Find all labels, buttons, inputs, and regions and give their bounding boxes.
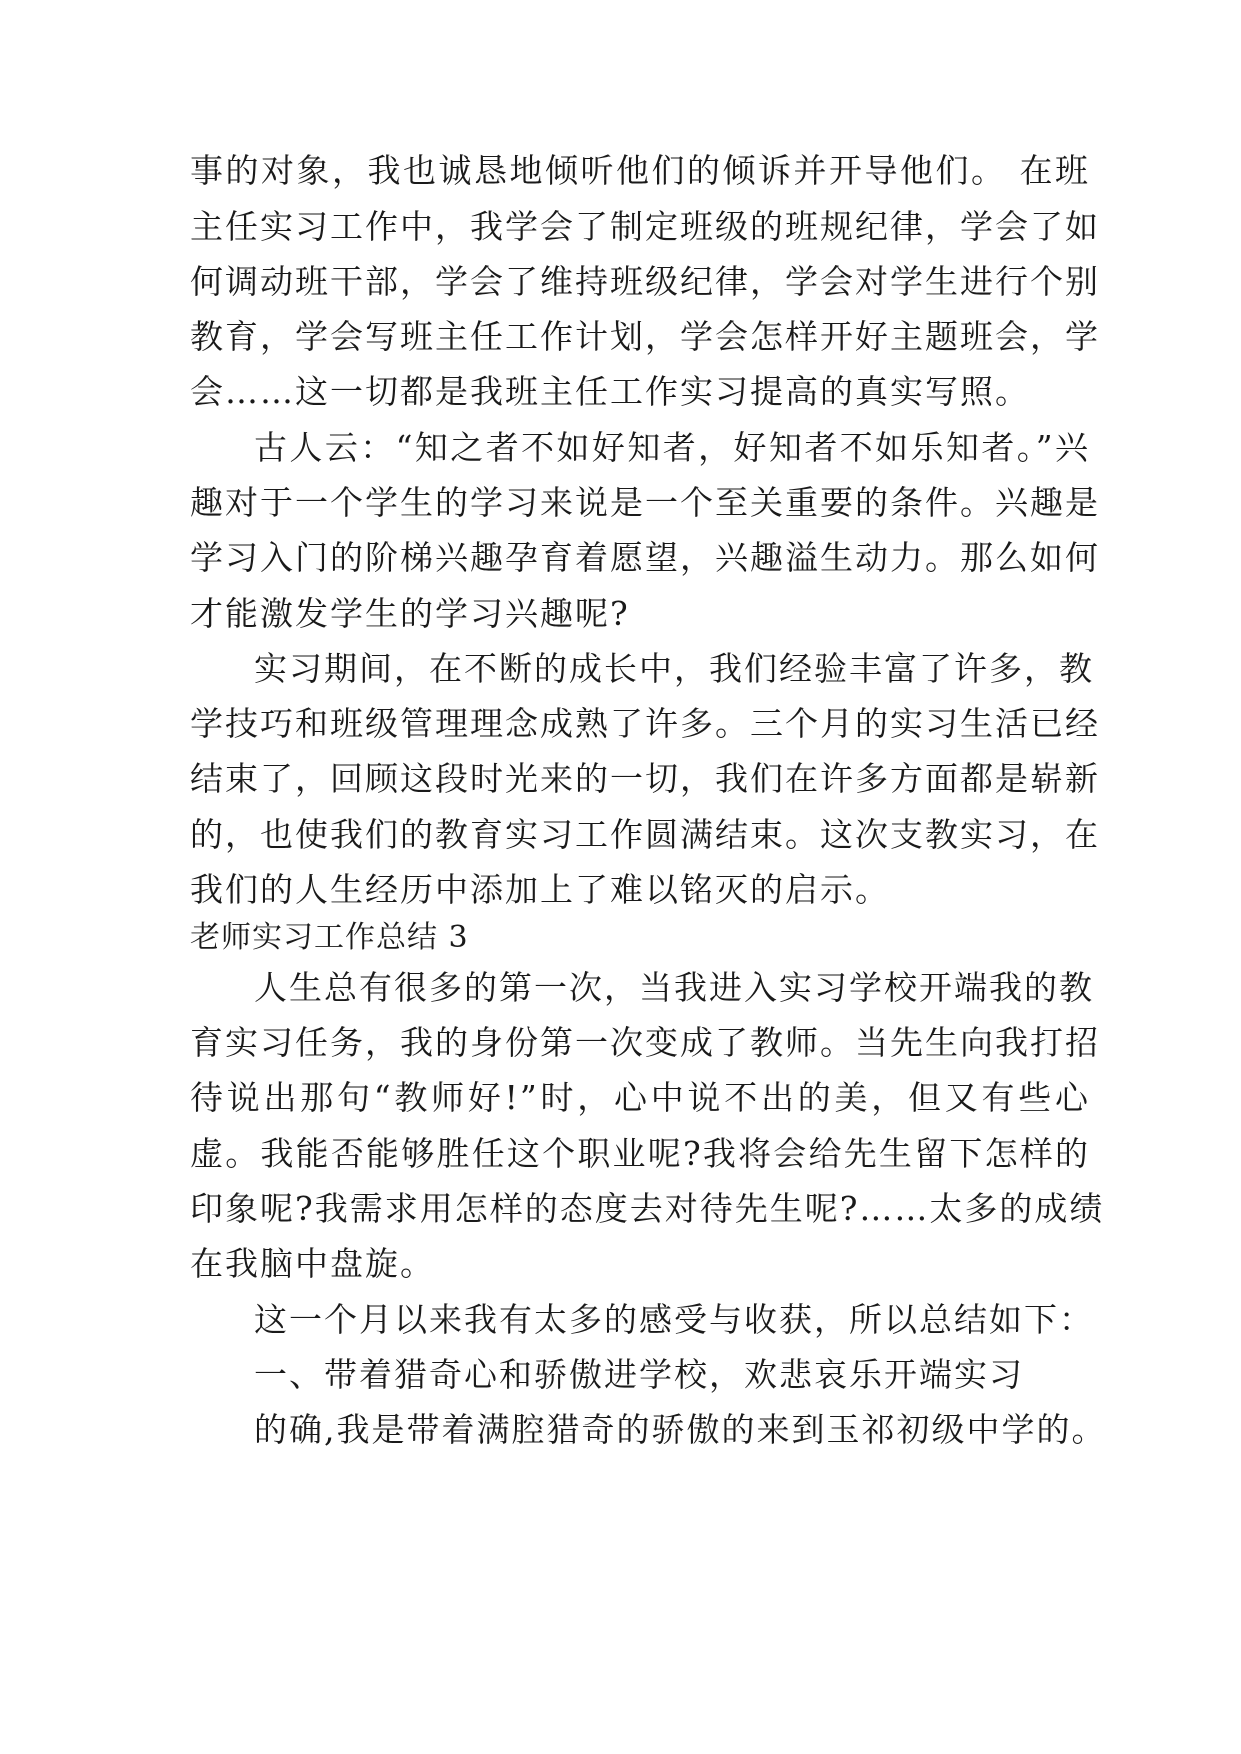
paragraph-line: 虚。我能否能够胜任这个职业呢?我将会给先生留下怎样的 (190, 1134, 1090, 1173)
paragraph-line: 实习期间，在不断的成长中，我们经验丰富了许多，教 (254, 649, 1094, 688)
paragraph-line: 何调动班干部，学会了维持班级纪律，学会对学生进行个别 (190, 262, 1100, 301)
paragraph-line: 会……这一切都是我班主任工作实习提高的真实写照。 (190, 372, 1030, 411)
paragraph-line: 人生总有很多的第一次，当我进入实习学校开端我的教 (254, 968, 1094, 1007)
paragraph-line: 印象呢?我需求用怎样的态度去对待先生呢?……太多的成绩 (190, 1189, 1105, 1228)
paragraph-line: 育实习任务，我的身份第一次变成了教师。当先生向我打招 (190, 1023, 1100, 1062)
paragraph-line: 我们的人生经历中添加上了难以铭灭的启示。 (190, 870, 890, 909)
paragraph-line: 学技巧和班级管理理念成熟了许多。三个月的实习生活已经 (190, 704, 1100, 743)
paragraph-line: 在我脑中盘旋。 (190, 1244, 435, 1283)
list-heading: 一、带着猎奇心和骄傲进学校，欢悲哀乐开端实习 (254, 1355, 1024, 1394)
paragraph-line: 才能激发学生的学习兴趣呢? (190, 594, 630, 633)
section-heading: 老师实习工作总结 3 (190, 920, 469, 955)
paragraph-line: 学习入门的阶梯兴趣孕育着愿望，兴趣溢生动力。那么如何 (190, 538, 1100, 577)
paragraph-line: 的确,我是带着满腔猎奇的骄傲的来到玉祁初级中学的。 (254, 1410, 1107, 1449)
paragraph-line: 的，也使我们的教育实习工作圆满结束。这次支教实习，在 (190, 815, 1100, 854)
paragraph-line: 古人云：“知之者不如好知者，好知者不如乐知者。”兴 (254, 428, 1090, 467)
paragraph-line: 事的对象，我也诚恳地倾听他们的倾诉并开导他们。 在班 (190, 151, 1090, 190)
paragraph-line: 主任实习工作中，我学会了制定班级的班规纪律，学会了如 (190, 207, 1100, 246)
paragraph-line: 趣对于一个学生的学习来说是一个至关重要的条件。兴趣是 (190, 483, 1100, 522)
paragraph-line: 这一个月以来我有太多的感受与收获，所以总结如下： (254, 1300, 1094, 1339)
paragraph-line: 待说出那句“教师好!”时，心中说不出的美，但又有些心 (190, 1078, 1090, 1117)
paragraph-line: 教育，学会写班主任工作计划，学会怎样开好主题班会，学 (190, 317, 1100, 356)
paragraph-line: 结束了，回顾这段时光来的一切，我们在许多方面都是崭新 (190, 759, 1100, 798)
